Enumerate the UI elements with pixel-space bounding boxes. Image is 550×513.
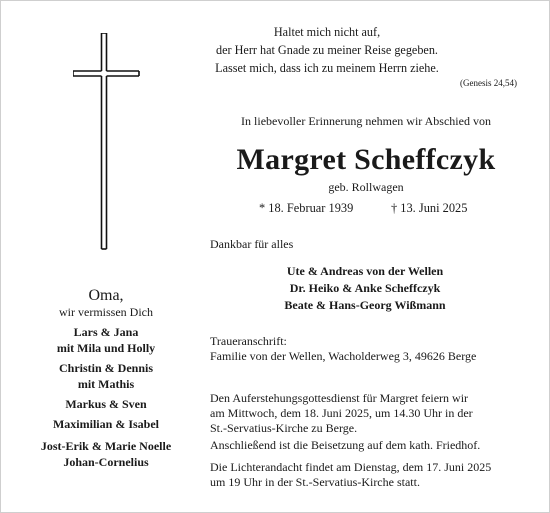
family-list	[210, 263, 520, 314]
grandchild-line: Jost-Erik & Marie Noelle	[40, 439, 172, 453]
grandchild-line: Johan-Cornelius	[63, 455, 149, 469]
vigil-line: um 19 Uhr in der St.-Servatius-Kirche statt.	[210, 475, 420, 489]
grandchild-line: Markus & Sven	[65, 397, 147, 411]
address-label: Traueranschrift:	[210, 334, 287, 348]
bible-quote	[167, 23, 517, 89]
thanks-line: Dankbar für alles	[210, 237, 294, 251]
grandchildren-subtitle: wir vermissen Dich	[59, 305, 153, 319]
quote-line: der Herr hat Gnade zu meiner Reise gegeben.	[216, 43, 438, 57]
quote-line: Lasset mich, dass ich zu meinem Herrn ziehe.	[215, 61, 439, 75]
intro-text: In liebevoller Erinnerung nehmen wir Abschied von	[241, 114, 491, 128]
family-member: Ute & Andreas von der Wellen	[286, 264, 444, 278]
birth-date: * 18. Februar 1939	[259, 201, 354, 215]
grandchild-line: Lars & Jana	[73, 325, 139, 339]
grandchild-line: Christin & Dennis	[58, 361, 153, 375]
vigil-line: Die Lichterandacht findet am Dienstag, dem 17. Juni 2025	[210, 460, 492, 474]
service-line: am Mittwoch, dem 18. Juni 2025, um 14.30 Uhr in der	[210, 406, 473, 420]
family-member: Dr. Heiko & Anke Scheffczyk	[289, 281, 441, 295]
deceased-name: Margret Scheffczyk	[236, 143, 496, 176]
birth-name: geb. Rollwagen	[328, 180, 404, 194]
family-member: Beate & Hans-Georg Wißmann	[284, 298, 446, 312]
quote-source: (Genesis 24,54)	[460, 78, 517, 88]
grandchildren-title: Oma,	[88, 287, 124, 304]
double-line-cross-icon	[73, 33, 143, 253]
service-line: St.-Servatius-Kirche zu Berge.	[210, 421, 358, 435]
quote-line: Haltet mich nicht auf,	[273, 25, 381, 39]
vigil-info	[210, 460, 535, 490]
grandchildren-section	[21, 286, 191, 474]
death-date: † 13. Juni 2025	[391, 201, 468, 215]
service-line: Den Auferstehungsgottesdienst für Margret feiern wir	[210, 391, 469, 405]
address-line: Familie von der Wellen, Wacholderweg 3, 49626 Berge	[210, 349, 477, 363]
funeral-service-info	[210, 391, 535, 436]
grandchild-line: Maximilian & Isabel	[52, 417, 159, 431]
mourning-address	[210, 334, 535, 364]
burial-info: Anschließend ist die Beisetzung auf dem kath. Friedhof.	[210, 438, 481, 452]
grandchild-line: mit Mila und Holly	[56, 341, 156, 355]
grandchild-line: mit Mathis	[77, 377, 135, 391]
